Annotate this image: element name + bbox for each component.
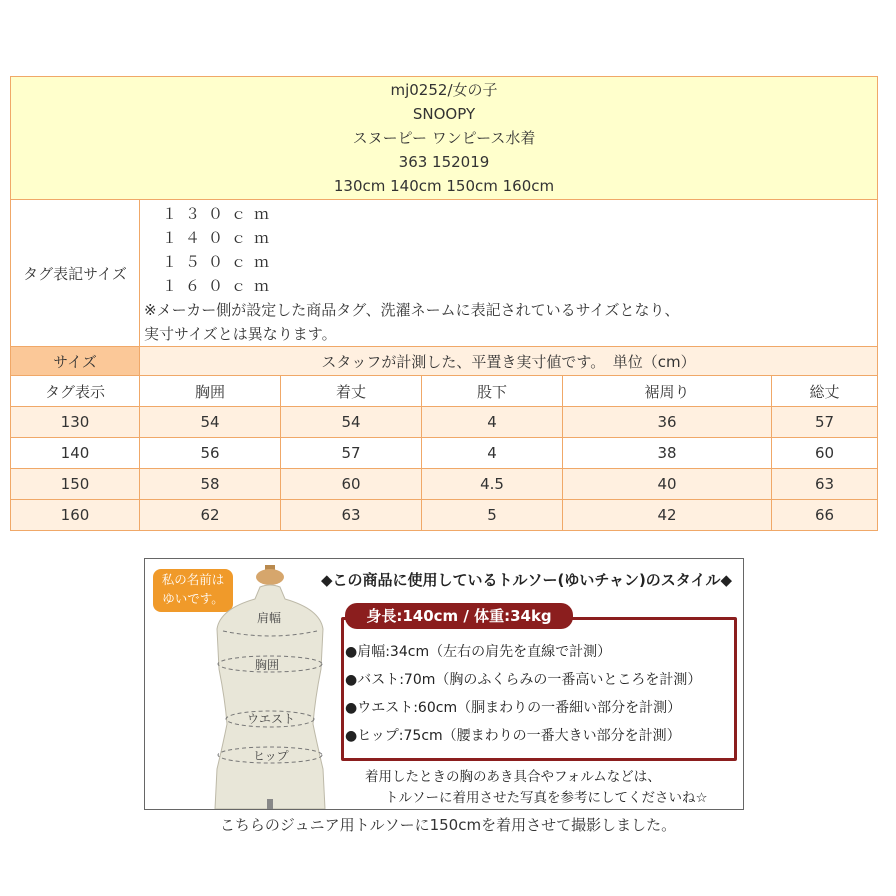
style-title: ◆この商品に使用しているトルソー(ゆいチャン)のスタイル◆ xyxy=(321,571,733,589)
tag-size-label: タグ表記サイズ xyxy=(11,200,140,347)
tag-size-body xyxy=(140,200,878,347)
table-cell: 63 xyxy=(772,469,878,500)
table-cell: 150 xyxy=(11,469,140,500)
size-table xyxy=(10,76,878,531)
table-row xyxy=(11,438,878,469)
table-cell: 42 xyxy=(563,500,772,531)
torso-pole xyxy=(267,799,273,809)
table-cell: 130 xyxy=(11,407,140,438)
table-cell: 54 xyxy=(140,407,281,438)
col-header-total: 総丈 xyxy=(772,376,878,407)
note-line-1: 着用したときの胸のあき具合やフォルムなどは、 xyxy=(365,769,661,785)
measure-hip: ●ヒップ:75cm（腰まわりの一番大きい部分を計測） xyxy=(345,728,681,744)
table-cell: 63 xyxy=(281,500,422,531)
product-header xyxy=(11,77,878,200)
table-cell: 58 xyxy=(140,469,281,500)
brand-name: SNOOPY xyxy=(412,105,476,123)
col-header-length: 着丈 xyxy=(281,376,422,407)
size-header-label: サイズ xyxy=(11,347,140,376)
size-header-desc: スタッフが計測した、平置き実寸値です。 単位（cm） xyxy=(140,347,878,376)
measure-bust: ●バスト:70m（胸のふくらみの一番高いところを計測） xyxy=(345,672,702,688)
bubble-line-1: 私の名前は xyxy=(161,572,225,587)
table-row xyxy=(11,407,878,438)
table-cell: 4 xyxy=(422,407,563,438)
label-hip: ヒップ xyxy=(253,749,289,763)
table-row xyxy=(11,469,878,500)
tag-size-150: １５０ｃｍ xyxy=(162,253,278,271)
measure-shoulder: ●肩幅:34cm（左右の肩先を直線で計測） xyxy=(345,644,612,660)
table-cell: 62 xyxy=(140,500,281,531)
label-chest: 胸囲 xyxy=(255,658,280,672)
table-cell: 40 xyxy=(563,469,772,500)
table-cell: 60 xyxy=(281,469,422,500)
table-cell: 5 xyxy=(422,500,563,531)
product-code: mj0252/女の子 xyxy=(390,81,498,99)
note-line-2: トルソーに着用させた写真を参考にしてくださいね☆ xyxy=(385,790,708,806)
label-shoulder: 肩幅 xyxy=(257,611,282,625)
table-row xyxy=(11,500,878,531)
table-cell: 57 xyxy=(772,407,878,438)
table-cell: 56 xyxy=(140,438,281,469)
tag-size-130: １３０ｃｍ xyxy=(162,205,278,223)
product-number: 363 152019 xyxy=(398,153,490,171)
height-weight-badge: 身長:140cm / 体重:34kg xyxy=(345,603,573,629)
measure-waist: ●ウエスト:60cm（胴まわりの一番細い部分を計測） xyxy=(345,700,682,716)
table-cell: 140 xyxy=(11,438,140,469)
size-list: 130cm 140cm 150cm 160cm xyxy=(333,177,555,195)
torso-cap xyxy=(256,569,284,585)
table-cell: 54 xyxy=(281,407,422,438)
tag-size-140: １４０ｃｍ xyxy=(162,229,278,247)
tag-size-160: １６０ｃｍ xyxy=(162,277,278,295)
table-cell: 36 xyxy=(563,407,772,438)
table-cell: 66 xyxy=(772,500,878,531)
table-cell: 160 xyxy=(11,500,140,531)
col-header-tag: タグ表示 xyxy=(11,376,140,407)
table-cell: 4 xyxy=(422,438,563,469)
torso-caption: こちらのジュニア用トルソーに150cmを着用させて撮影しました。 xyxy=(219,816,677,834)
table-cell: 60 xyxy=(772,438,878,469)
table-cell: 4.5 xyxy=(422,469,563,500)
torso-info-panel xyxy=(144,558,744,810)
label-waist: ウエスト xyxy=(247,712,296,726)
bubble-line-2: ゆいです。 xyxy=(162,591,224,606)
product-name: スヌーピー ワンピース水着 xyxy=(352,129,536,147)
col-header-chest: 胸囲 xyxy=(140,376,281,407)
col-header-inseam: 股下 xyxy=(422,376,563,407)
tag-note-1: ※メーカー側が設定した商品タグ、洗濯ネームに表記されているサイズとなり、 xyxy=(144,301,680,319)
col-header-hem: 裾周り xyxy=(563,376,772,407)
tag-note-2: 実寸サイズとは異なります。 xyxy=(144,325,337,343)
table-cell: 57 xyxy=(281,438,422,469)
torso-illustration xyxy=(205,559,335,809)
table-cell: 38 xyxy=(563,438,772,469)
